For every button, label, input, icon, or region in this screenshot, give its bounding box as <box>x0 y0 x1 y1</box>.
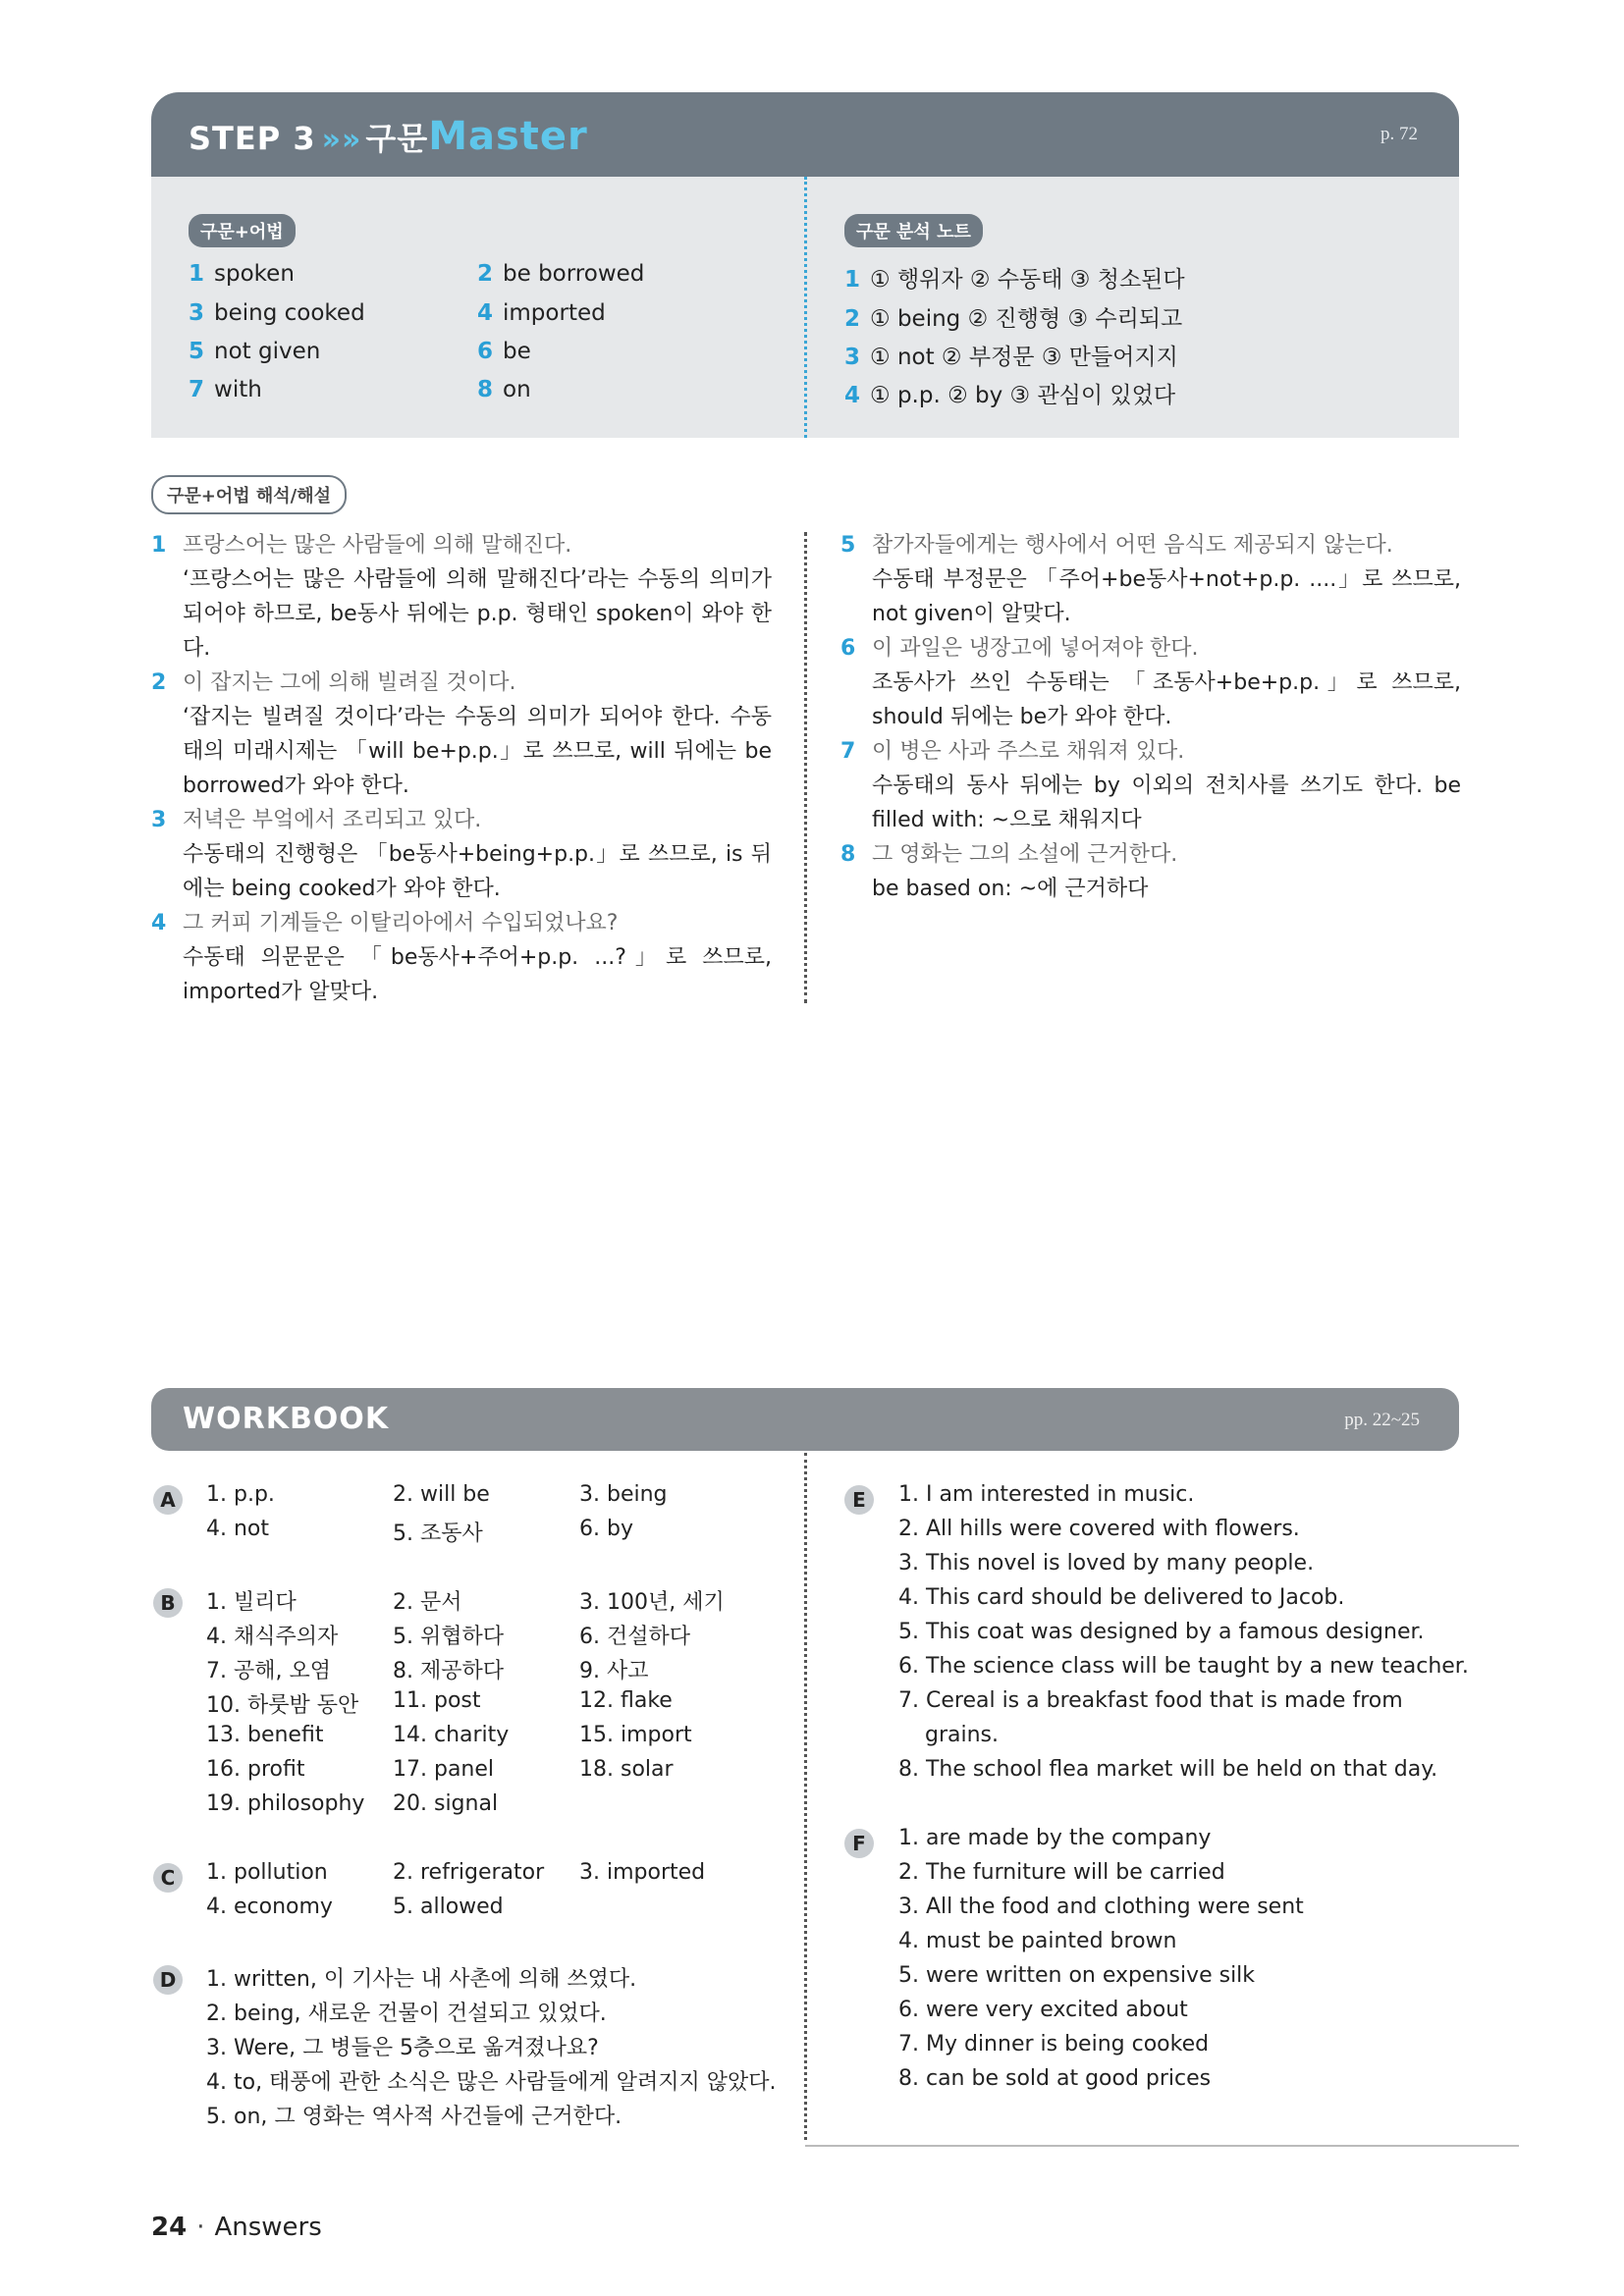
section-e-badge: E <box>844 1485 874 1515</box>
workbook-b-item: 7. 공해, 오염 <box>206 1659 331 1683</box>
analysis-note: 1 ① 행위자 ② 수동태 ③ 청소된다 <box>844 267 1185 293</box>
step-title-master: Master <box>428 114 588 159</box>
explanation-item: 5 참가자들에게는 행사에서 어떤 음식도 제공되지 않는다. 수동태 부정문은 「주어+be동사+not+p.p. ....」로 쓰므로, not given이 알맞다. <box>840 533 1461 626</box>
workbook-b-item: 4. 채식주의자 <box>206 1625 339 1649</box>
workbook-f-line: 2. The furniture will be carried <box>898 1860 1225 1885</box>
step-answer: 1 spoken <box>189 261 295 287</box>
workbook-header <box>151 1388 1459 1451</box>
step3-page-ref: p. 72 <box>1380 124 1418 144</box>
workbook-c-item: 3. imported <box>579 1860 706 1885</box>
workbook-b-item: 15. import <box>579 1723 692 1747</box>
workbook-b-item: 14. charity <box>393 1723 510 1747</box>
workbook-e-line: 5. This coat was designed by a famous designer. <box>898 1620 1425 1644</box>
workbook-a-item: 2. will be <box>393 1482 490 1507</box>
step3-title <box>189 114 588 159</box>
workbook-c-item: 2. refrigerator <box>393 1860 545 1885</box>
bottom-rule <box>805 2145 1519 2147</box>
explanation-item: 7 이 병은 사과 주스로 채워져 있다. 수동태의 동사 뒤에는 by 이외의 전치사를 쓰기도 한다. be filled with: ~으로 채워지다 <box>840 739 1461 832</box>
workbook-b-item: 9. 사고 <box>579 1659 649 1683</box>
workbook-b-item: 8. 제공하다 <box>393 1659 504 1683</box>
workbook-b-item: 1. 빌리다 <box>206 1590 297 1615</box>
workbook-b-item: 5. 위협하다 <box>393 1625 504 1649</box>
workbook-f-line: 7. My dinner is being cooked <box>898 2032 1210 2056</box>
workbook-e-line: 7. Cereal is a breakfast food that is made from <box>898 1688 1403 1713</box>
analysis-note: 4 ① p.p. ② by ③ 관심이 있었다 <box>844 383 1176 408</box>
explanation-item: 8 그 영화는 그의 소설에 근거한다. be based on: ~에 근거하다 <box>840 842 1178 901</box>
step-answer: 8 on <box>477 377 531 402</box>
workbook-e-line: grains. <box>925 1723 1000 1747</box>
workbook-b-item: 11. post <box>393 1688 481 1713</box>
workbook-e-line: 8. The school flea market will be held on that day. <box>898 1757 1438 1782</box>
workbook-f-line: 5. were written on expensive silk <box>898 1963 1256 1988</box>
workbook-b-item: 19. philosophy <box>206 1791 365 1816</box>
workbook-b-item: 16. profit <box>206 1757 305 1782</box>
workbook-d-line: 3. Were, 그 병들은 5층으로 옮겨졌나요? <box>206 2036 599 2060</box>
workbook-f-line: 6. were very excited about <box>898 1998 1188 2022</box>
workbook-a-item: 6. by <box>579 1517 633 1541</box>
section-f-badge: F <box>844 1829 874 1858</box>
explanation-item: 4 그 커피 기계들은 이탈리아에서 수입되었나요? 수동태 의문문은 「be동사+주어+p.p. ...?」로 쓰므로, imported가 알맞다. <box>151 911 772 1004</box>
workbook-b-item: 10. 하룻밤 동안 <box>206 1693 359 1718</box>
workbook-title: WORKBOOK <box>183 1402 390 1436</box>
explanation-item: 3 저녁은 부엌에서 조리되고 있다. 수동태의 진행형은 「be동사+being+p.p.」로 쓰므로, is 뒤에는 being cooked가 와야 한다. <box>151 808 772 901</box>
workbook-e-line: 2. All hills were covered with flowers. <box>898 1517 1300 1541</box>
workbook-e-line: 3. This novel is loved by many people. <box>898 1551 1315 1575</box>
workbook-d-line: 5. on, 그 영화는 역사적 사건들에 근거한다. <box>206 2105 623 2129</box>
analysis-note: 3 ① not ② 부정문 ③ 만들어지지 <box>844 345 1178 370</box>
explanation-item: 2 이 잡지는 그에 의해 빌려질 것이다. ‘잡지는 빌려질 것이다’라는 수동의 의미가 되어야 한다. 수동태의 미래시제는 「will be+p.p.」로 쓰므로, will 뒤에는 be borrowed가 와야 한다. <box>151 670 772 798</box>
workbook-e-line: 6. The science class will be taught by a new teacher. <box>898 1654 1469 1679</box>
workbook-d-line: 2. being, 새로운 건물이 건설되고 있었다. <box>206 2002 607 2026</box>
step-answer: 7 with <box>189 377 262 402</box>
step-number: STEP 3 <box>189 120 316 157</box>
workbook-a-item: 3. being <box>579 1482 668 1507</box>
workbook-b-item: 3. 100년, 세기 <box>579 1590 725 1615</box>
step3-divider <box>804 177 807 438</box>
section-c-badge: C <box>153 1863 183 1893</box>
workbook-c-item: 4. economy <box>206 1895 333 1919</box>
explanation-divider <box>804 532 807 1003</box>
section-a-badge: A <box>153 1485 183 1515</box>
workbook-b-item: 18. solar <box>579 1757 674 1782</box>
workbook-d-line: 4. to, 태풍에 관한 소식은 많은 사람들에게 알려지지 않았다. <box>206 2070 777 2095</box>
footer-separator: · <box>196 2213 205 2242</box>
analysis-note: 2 ① being ② 진행형 ③ 수리되고 <box>844 306 1183 332</box>
section-d-badge: D <box>153 1965 183 1995</box>
explanation-item: 1 프랑스어는 많은 사람들에 의해 말해진다. ‘프랑스어는 많은 사람들에 의해 말해진다’라는 수동의 의미가 되어야 하므로, be동사 뒤에는 p.p. 형태인 spoken이 와야 한다. <box>151 533 772 661</box>
page-footer <box>151 2213 322 2242</box>
double-chevron-icon: »» <box>321 123 362 157</box>
workbook-a-item: 4. not <box>206 1517 270 1541</box>
footer-label: Answers <box>214 2213 322 2242</box>
workbook-f-line: 3. All the food and clothing were sent <box>898 1895 1304 1919</box>
workbook-c-item: 5. allowed <box>393 1895 504 1919</box>
workbook-b-item: 13. benefit <box>206 1723 324 1747</box>
explanation-left-column <box>151 528 772 1009</box>
explanation-right-column <box>840 528 1461 906</box>
workbook-c-item: 1. pollution <box>206 1860 328 1885</box>
explanation-tag: 구문+어법 해석/해설 <box>151 475 347 514</box>
workbook-d-line: 1. written, 이 기사는 내 사촌에 의해 쓰였다. <box>206 1967 637 1992</box>
workbook-f-line: 8. can be sold at good prices <box>898 2066 1212 2091</box>
workbook-f-line: 1. are made by the company <box>898 1826 1212 1850</box>
step-answer: 3 being cooked <box>189 300 365 326</box>
workbook-e-line: 1. I am interested in music. <box>898 1482 1195 1507</box>
workbook-b-item: 17. panel <box>393 1757 495 1782</box>
step-answer: 5 not given <box>189 339 321 364</box>
workbook-b-item: 2. 문서 <box>393 1590 462 1615</box>
workbook-a-item: 1. p.p. <box>206 1482 275 1507</box>
workbook-divider <box>804 1453 807 2140</box>
syntax-grammar-tag: 구문+어법 <box>189 214 296 247</box>
section-b-badge: B <box>153 1588 183 1618</box>
step-answer: 6 be <box>477 339 531 364</box>
workbook-b-item: 6. 건설하다 <box>579 1625 690 1649</box>
step3-header <box>151 92 1459 177</box>
workbook-e-line: 4. This card should be delivered to Jacob. <box>898 1585 1345 1610</box>
explanation-item: 6 이 과일은 냉장고에 넣어져야 한다. 조동사가 쓰인 수동태는 「조동사+be+p.p.」로 쓰므로, should 뒤에는 be가 와야 한다. <box>840 636 1461 729</box>
page-number: 24 <box>151 2213 188 2242</box>
workbook-page-ref: pp. 22~25 <box>1344 1410 1420 1430</box>
workbook-b-item: 12. flake <box>579 1688 673 1713</box>
workbook-a-item: 5. 조동사 <box>393 1522 483 1546</box>
workbook-b-item: 20. signal <box>393 1791 499 1816</box>
syntax-analysis-tag: 구문 분석 노트 <box>844 214 983 247</box>
workbook-f-line: 4. must be painted brown <box>898 1929 1177 1953</box>
step-title-korean: 구문 <box>365 120 429 157</box>
step-answer: 4 imported <box>477 300 606 326</box>
step-answer: 2 be borrowed <box>477 261 645 287</box>
